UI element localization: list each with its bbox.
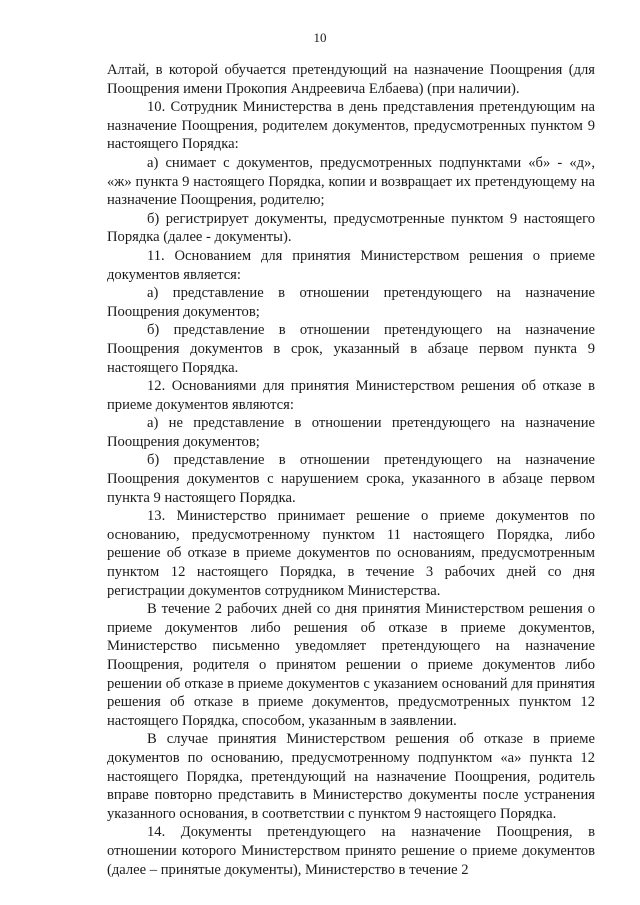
paragraph-item-12b: б) представление в отношении претендующего на назначение Поощрения документов с нарушением срока, указанного в абзаце первом пункта 9 настоящего Порядка. — [107, 452, 595, 506]
paragraph-item-14: 14. Документы претендующего на назначение Поощрения, в отношении которого Министерством принято решение о приеме документов (далее – принятые документы), Министерство в течение 2 — [107, 824, 595, 878]
paragraph-item-10b: б) регистрирует документы, предусмотренные пунктом 9 настоящего Порядка (далее - документы). — [107, 210, 595, 246]
paragraph-item-10: 10. Сотрудник Министерства в день представления претендующим на назначение Поощрения, родителем документов, предусмотренных пунктом 9 настоящего Порядка: — [107, 99, 595, 153]
paragraph-notification: В течение 2 рабочих дней со дня принятия Министерством решения о приеме документов либо решения об отказе в приеме документов, Министерство письменно уведомляет претендующего на назначение Поощрения, родителя о принятом решении о приеме документов либо решении об отказе в приеме документов с указанием оснований для принятия решения об отказе в приеме документов, предусмотренных пунктом 12 настоящего Порядка, способом, указанным в заявлении. — [107, 601, 595, 729]
paragraph-item-13: 13. Министерство принимает решение о приеме документов по основанию, предусмотренному пунктом 11 настоящего Порядка, либо решение об отказе в приеме документов по основаниям, предусмотренным пунктом 12 настоящего Порядка, в течение 3 рабочих дней со дня регистрации документов сотрудником Министерства. — [107, 508, 595, 599]
paragraph-resubmission: В случае принятия Министерством решения об отказе в приеме документов по основанию, предусмотренному подпунктом «а» пункта 12 настоящего Порядка, претендующий на назначение Поощрения, родитель вправе повторно представить в Министерство документы после устранения указанного основания, в соответствии с пунктом 9 настоящего Порядка. — [107, 731, 595, 822]
paragraph-item-11: 11. Основанием для принятия Министерством решения о приеме документов является: — [107, 247, 595, 283]
paragraph-item-11b: б) представление в отношении претендующего на назначение Поощрения документов в срок, указанный в абзаце первом пункта 9 настоящего Порядка. — [107, 322, 595, 376]
paragraph-item-12: 12. Основаниями для принятия Министерством решения об отказе в приеме документов являются: — [107, 378, 595, 413]
page-number: 10 — [313, 30, 327, 45]
paragraph-item-12a: а) не представление в отношении претендующего на назначение Поощрения документов; — [107, 415, 595, 450]
paragraph-continuation: Алтай, в которой обучается претендующий на назначение Поощрения (для Поощрения имени Прокопия Андреевича Елбаева) (при наличии). — [107, 62, 595, 97]
paragraph-item-10a: а) снимает с документов, предусмотренных подпунктами «б» - «д», «ж» пункта 9 настоящего Порядка, копии и возвращает их претендующему на назначение Поощрения, родителю; — [107, 154, 595, 209]
document-body — [107, 61, 595, 879]
paragraph-item-11a: а) представление в отношении претендующего на назначение Поощрения документов; — [107, 285, 595, 320]
